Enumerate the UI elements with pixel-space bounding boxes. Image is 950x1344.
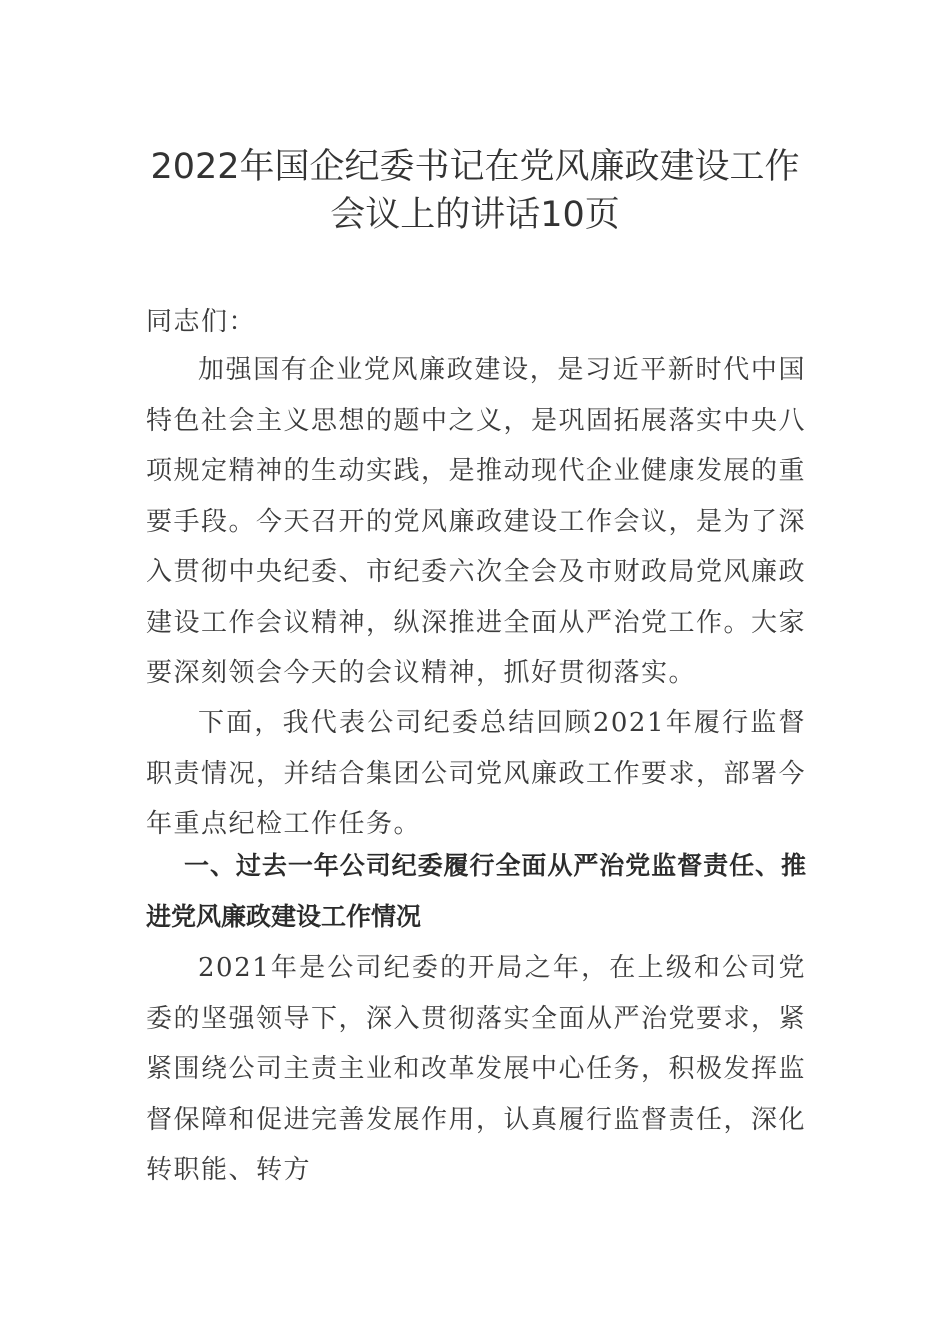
- salutation: 同志们：: [146, 307, 257, 337]
- paragraph-opening: 加强国有企业党风廉政建设，是习近平新时代中国特色社会主义思想的题中之义，是巩固拓展落实中央八项规定精神的生动实践，是推动现代企业健康发展的重要手段。今天召开的党风廉政建设工作会议，是为了深入贯彻中央纪委、市纪委六次全会及市财政局党风廉政建设工作会议精神，纵深推进全面从严治党工作。大家要深刻领会今天的会议精神，抓好贯彻落实。: [146, 355, 807, 688]
- document-title-line-1: 2022年国企纪委书记在党风廉政建设工作: [150, 147, 800, 187]
- paragraph-section-1: 2021年是公司纪委的开局之年，在上级和公司党委的坚强领导下，深入贯彻落实全面从严治党要求，紧紧围绕公司主责主业和改革发展中心任务，积极发挥监督保障和促进完善发展作用，认真履行监督责任，深化转职能、转方: [146, 953, 807, 1185]
- paragraph-outline: 下面，我代表公司纪委总结回顾2021年履行监督职责情况，并结合集团公司党风廉政工作要求，部署今年重点纪检工作任务。: [146, 708, 807, 839]
- section-heading-1: 一、过去一年公司纪委履行全面从严治党监督责任、推进党风廉政建设工作情况: [146, 851, 806, 931]
- document-title-line-2: 会议上的讲话10页: [330, 195, 620, 235]
